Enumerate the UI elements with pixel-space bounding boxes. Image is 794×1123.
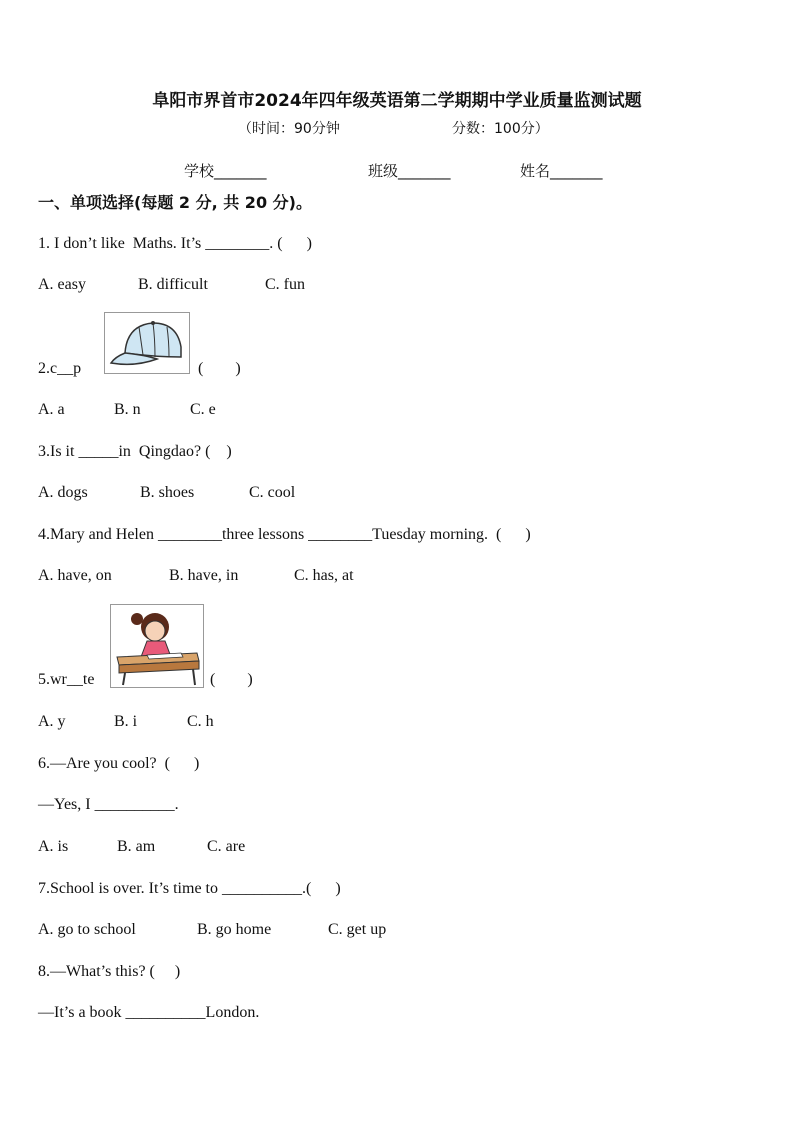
question-8-reply: —It’s a book __________London. xyxy=(38,1004,260,1021)
question-5-paren: ( ) xyxy=(210,671,253,688)
question-4: 4.Mary and Helen ________three lessons ________Tuesday morning. ( ) xyxy=(38,526,531,543)
q5-option-c: C. h xyxy=(187,713,214,730)
q4-option-b: B. have, in xyxy=(169,567,239,584)
question-2: 2.c__p xyxy=(38,360,82,377)
q7-option-b: B. go home xyxy=(197,921,272,938)
q4-option-a: A. have, on xyxy=(38,567,112,584)
q5-option-a: A. y xyxy=(38,713,66,730)
name-field: 姓名_______ xyxy=(520,162,603,180)
exam-time: （时间：90分钟 xyxy=(238,121,340,137)
q4-option-c: C. has, at xyxy=(294,567,354,584)
question-8: 8.—What’s this? ( ) xyxy=(38,963,181,980)
q7-option-a: A. go to school xyxy=(38,921,136,938)
q1-option-b: B. difficult xyxy=(138,276,208,293)
question-7: 7.School is over. It’s time to __________.( ) xyxy=(38,880,341,897)
q2-option-c: C. e xyxy=(190,401,216,418)
question-3: 3.Is it _____in Qingdao? ( ) xyxy=(38,443,232,460)
q6-option-a: A. is xyxy=(38,838,69,855)
girl-writing-picture xyxy=(110,604,204,688)
q5-option-b: B. i xyxy=(114,713,138,730)
q3-option-c: C. cool xyxy=(249,484,296,501)
class-field: 班级_______ xyxy=(368,162,451,180)
section-title: 一、单项选择(每题 2 分, 共 20 分)。 xyxy=(38,193,312,212)
q1-option-a: A. easy xyxy=(38,276,86,293)
q6-option-b: B. am xyxy=(117,838,156,855)
q1-option-c: C. fun xyxy=(265,276,305,293)
exam-score: 分数：100分） xyxy=(452,121,549,137)
question-2-paren: ( ) xyxy=(198,360,241,377)
q2-option-b: B. n xyxy=(114,401,141,418)
school-field: 学校_______ xyxy=(184,162,267,180)
question-5: 5.wr__te xyxy=(38,671,95,688)
question-6: 6.—Are you cool? ( ) xyxy=(38,755,200,772)
q3-option-b: B. shoes xyxy=(140,484,195,501)
question-6-reply: —Yes, I __________. xyxy=(38,796,179,813)
q7-option-c: C. get up xyxy=(328,921,387,938)
page-title: 阜阳市界首市2024年四年级英语第二学期期中学业质量监测试题 xyxy=(152,91,642,111)
q6-option-c: C. are xyxy=(207,838,246,855)
q2-option-a: A. a xyxy=(38,401,65,418)
question-1: 1. I don’t like Maths. It’s ________. ( ) xyxy=(38,235,312,252)
q3-option-a: A. dogs xyxy=(38,484,88,501)
cap-picture xyxy=(104,312,190,374)
